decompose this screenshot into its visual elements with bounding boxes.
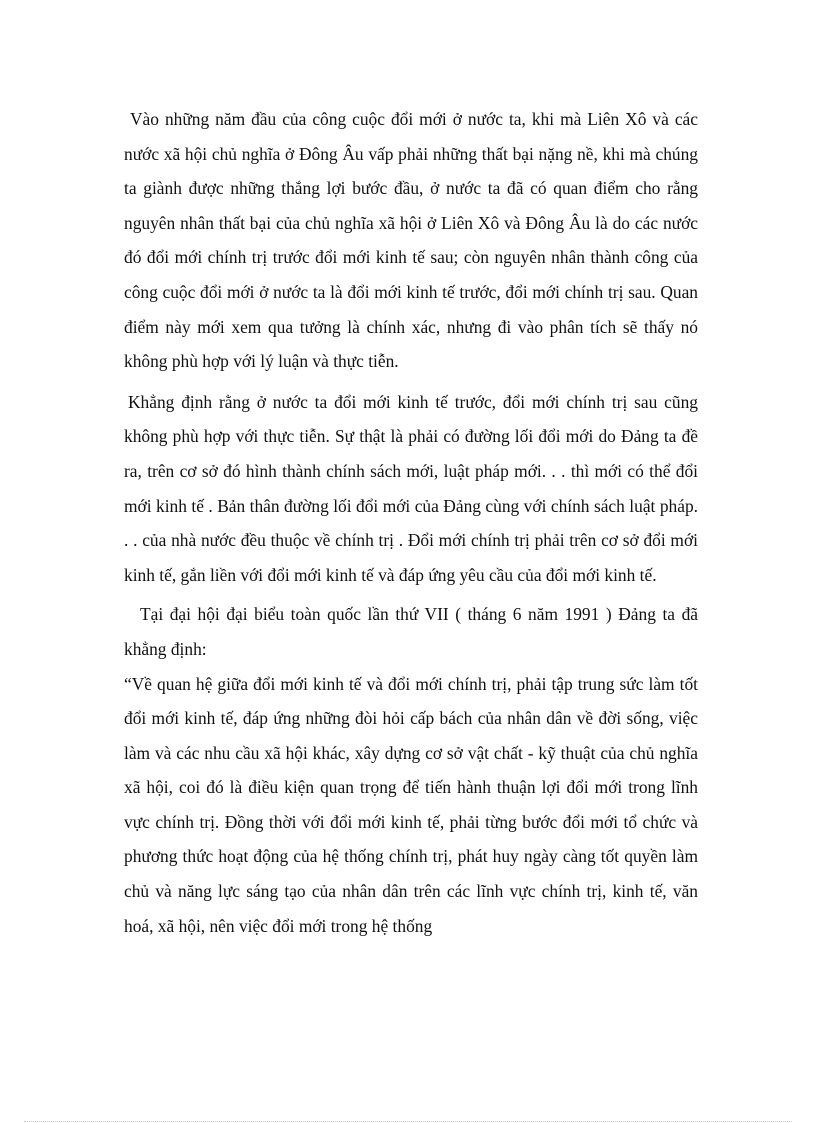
paragraph-congress: Tại đại hội đại biểu toàn quốc lần thứ VII ( tháng 6 năm 1991 ) Đảng ta đã khẳng định: <box>124 604 698 659</box>
body-text <box>124 102 698 943</box>
paragraph-intro: Vào những năm đầu của công cuộc đổi mới ở nước ta, khi mà Liên Xô và các nước xã hội chủ nghĩa ở Đông Âu vấp phải những thất bại nặng nề, khi mà chúng ta giành được những thắng lợi bước đầu, ở nước ta đã có quan điểm cho rằng nguyên nhân thất bại của chủ nghĩa xã hội ở Liên Xô và Đông Âu là do các nước đó đổi mới chính trị trước đổi mới kinh tế sau; còn nguyên nhân thành công của công cuộc đổi mới ở nước ta là đổi mới kinh tế trước, đổi mới chính trị sau. Quan điểm này mới xem qua tưởng là chính xác, nhưng đi vào phân tích sẽ thấy nó không phù hợp với lý luận và thực tiễn. <box>124 109 698 372</box>
page-bottom-rule <box>24 1121 792 1122</box>
paragraph-assertion: Khẳng định rằng ở nước ta đổi mới kinh tế trước, đổi mới chính trị sau cũng không phù hợp với thực tiễn. Sự thật là phải có đường lối đổi mới do Đảng ta đề ra, trên cơ sở đó hình thành chính sách mới, luật pháp mới. . . thì mới có thể đổi mới kinh tế . Bản thân đường lối đổi mới của Đảng cùng với chính sách luật pháp. . . của nhà nước đều thuộc về chính trị . Đổi mới chính trị phải trên cơ sở đổi mới kinh tế, gắn liền với đổi mới kinh tế và đáp ứng yêu cầu của đổi mới kinh tế. <box>124 391 698 585</box>
paragraph-quote: “Về quan hệ giữa đổi mới kinh tế và đổi mới chính trị, phải tập trung sức làm tốt đổi mới kinh tế, đáp ứng những đòi hỏi cấp bách của nhân dân về đời sống, việc làm và các nhu cầu xã hội khác, xây dựng cơ sở vật chất - kỹ thuật của chủ nghĩa xã hội, coi đó là điều kiện quan trọng để tiến hành thuận lợi đổi mới trong lĩnh vực chính trị. Đồng thời với đổi mới kinh tế, phải từng bước đổi mới tổ chức và phương thức hoạt động của hệ thống chính trị, phát huy ngày càng tốt quyền làm chủ và năng lực sáng tạo của nhân dân trên các lĩnh vực chính trị, kinh tế, văn hoá, xã hội, nên việc đổi mới trong hệ thống <box>124 673 698 936</box>
